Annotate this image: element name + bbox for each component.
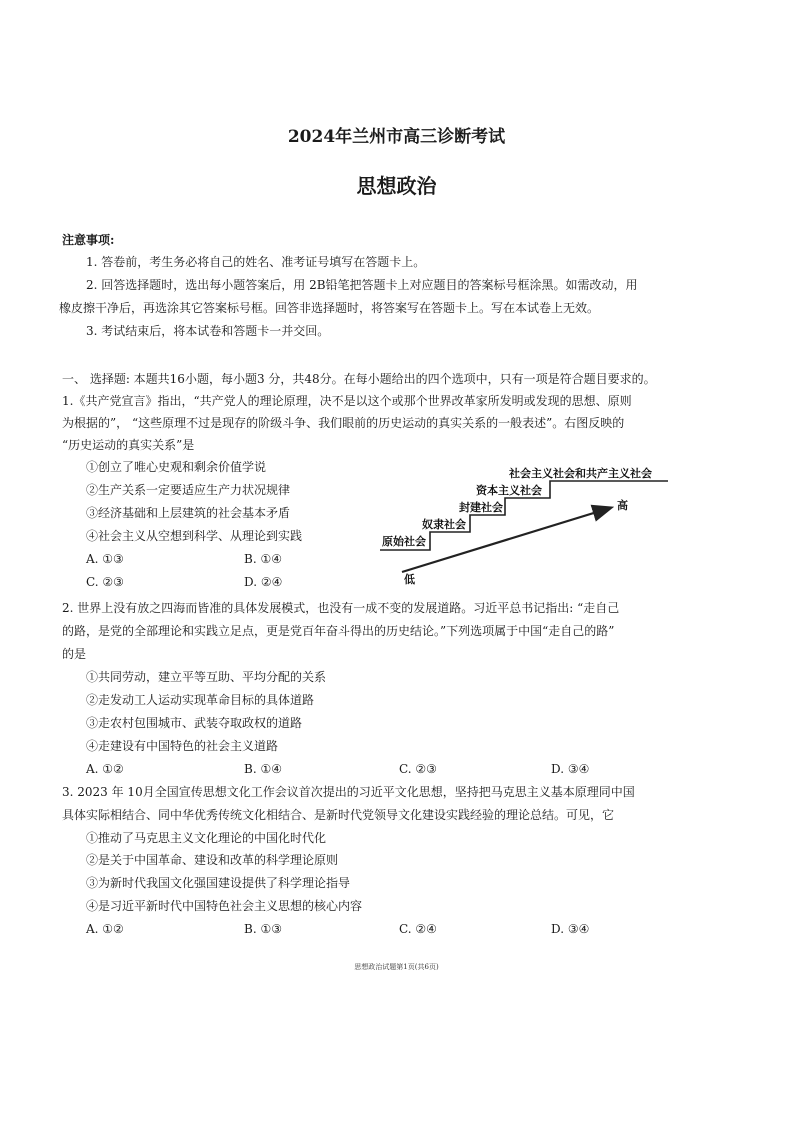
q1-option-c: C. ②③ [86, 575, 124, 589]
q2-option-a: A. ①② [86, 762, 124, 776]
notice-heading: 注意事项: [62, 233, 115, 247]
q1-stem-line: 1.《共产党宣言》指出，“共产党人的理论原理，决不是以这个或那个世界改革家所发明或发现的思想、原则 [62, 394, 632, 408]
q2-statement: ④走建设有中国特色的社会主义道路 [86, 739, 279, 753]
q3-stem-line: 3. 2023 年 10月全国宣传思想文化工作会议首次提出的习近平文化思想，坚持把马克思主义基本原理同中国 [62, 785, 635, 799]
q3-statement: ④是习近平新时代中国特色社会主义思想的核心内容 [86, 899, 363, 913]
q3-option-a: A. ①② [86, 922, 124, 936]
q3-option-b: B. ①③ [244, 922, 282, 936]
q1-statement: ④社会主义从空想到科学、从理论到实践 [86, 529, 303, 543]
q3-statement: ①推动了马克思主义文化理论的中国化时代化 [86, 831, 327, 845]
notice-item: 2. 回答选择题时，选出每小题答案后，用 2B铅笔把答题卡上对应题目的答案标号框涂黑。如需改动，用 [86, 278, 638, 292]
q3-option-c: C. ②④ [399, 922, 437, 936]
q1-statement: ①创立了唯心史观和剩余价值学说 [86, 460, 267, 474]
q1-option-a: A. ①③ [86, 552, 124, 566]
q1-statement: ③经济基础和上层建筑的社会基本矛盾 [86, 506, 291, 520]
q1-stem-line: “历史运动的真实关系”是 [62, 438, 195, 452]
page-footer: 思想政治试题第1页(共6页) [354, 963, 439, 971]
q3-stem-line: 具体实际相结合、同中华优秀传统文化相结合、是新时代党领导文化建设实践经验的理论总结。可见，它 [62, 808, 615, 822]
q1-statement: ②生产关系一定要适应生产力状况规律 [86, 483, 291, 497]
section-instruction: 一、 选择题: 本题共16小题，每小题3 分，共48分。在每小题给出的四个选项中，只有一项是符合题目要求的。 [62, 372, 656, 386]
exam-title: 2024年兰州市高三诊断考试 [287, 127, 506, 147]
q3-option-d: D. ③④ [551, 922, 590, 936]
q1-stem-line: 为根据的”， “这些原理不过是现存的阶级斗争、我们眼前的历史运动的真实关系的一般表述”。右图反映的 [62, 416, 625, 430]
low-label: 低 [404, 573, 415, 586]
q2-statement: ①共同劳动，建立平等互助、平均分配的关系 [86, 670, 327, 684]
notice-item: 3. 考试结束后，将本试卷和答题卡一并交回。 [86, 324, 330, 338]
q2-option-d: D. ③④ [551, 762, 590, 776]
q2-statement: ③走农村包围城市、武装夺取政权的道路 [86, 716, 303, 730]
q2-stem-line: 的路，是党的全部理论和实践立足点，更是党百年奋斗得出的历史结论。”下列选项属于中国“走自己的路” [62, 624, 615, 638]
q2-option-b: B. ①④ [244, 762, 282, 776]
society-stairs-diagram [372, 460, 692, 590]
notice-item: 橡皮擦干净后，再选涂其它答案标号框。回答非选择题时，将答案写在答题卡上。写在本试卷上无效。 [59, 301, 600, 315]
notice-item: 1. 答卷前，考生务必将自己的姓名、准考证号填写在答题卡上。 [86, 255, 426, 269]
stage-label-socialist: 社会主义社会和共产主义社会 [509, 467, 652, 480]
q2-statement: ②走发动工人运动实现革命目标的具体道路 [86, 693, 315, 707]
q1-option-b: B. ①④ [244, 552, 282, 566]
subject-title: 思想政治 [356, 174, 437, 198]
q2-stem-line: 2. 世界上没有放之四海而皆准的具体发展模式，也没有一成不变的发展道路。习近平总书记指出: “走自己 [62, 601, 620, 615]
stage-label-capitalist: 资本主义社会 [476, 484, 542, 497]
stage-label-slave: 奴隶社会 [422, 518, 466, 531]
q3-statement: ②是关于中国革命、建设和改革的科学理论原则 [86, 853, 339, 867]
stage-label-feudal: 封建社会 [459, 501, 503, 514]
high-label: 高 [617, 499, 628, 512]
q2-stem-line: 的是 [62, 647, 87, 661]
q2-option-c: C. ②③ [399, 762, 437, 776]
q1-option-d: D. ②④ [244, 575, 283, 589]
q3-statement: ③为新时代我国文化强国建设提供了科学理论指导 [86, 876, 351, 890]
stage-label-primitive: 原始社会 [382, 535, 426, 548]
